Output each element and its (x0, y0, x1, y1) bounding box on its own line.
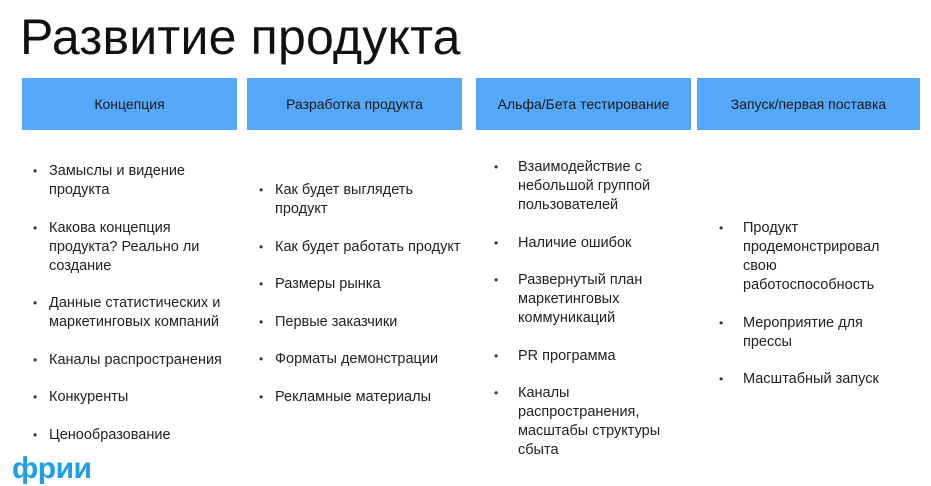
alpha-beta-testing-list (484, 158, 674, 479)
list-item: • Развернутый план маркетинговых коммуникаций (484, 271, 674, 328)
list-item: • Наличие ошибок (484, 234, 674, 253)
list-item: • Размеры рынка (248, 275, 463, 294)
list-item: • Как будет работать продукт (248, 238, 463, 257)
list-item: • Каналы распространения, масштабы структуры сбыта (484, 384, 674, 460)
list-item: • Ценообразование (22, 426, 242, 445)
header-product-development: Разработка продукта (247, 78, 462, 130)
list-item: • Конкуренты (22, 388, 242, 407)
product-development-list (248, 181, 463, 425)
launch-list (709, 219, 899, 408)
list-item: • Мероприятие для прессы (709, 314, 899, 352)
list-item: • Продукт продемонстрировал свою работоспособность (709, 219, 899, 295)
list-item: • Первые заказчики (248, 313, 463, 332)
list-item: • PR программа (484, 347, 674, 366)
concept-list (22, 162, 242, 463)
list-item: • Замыслы и видение продукта (22, 162, 242, 200)
list-item: • Каналы распространения (22, 351, 242, 370)
slide-title: Развитие продукта (20, 9, 461, 65)
list-item: • Взаимодействие с небольшой группой пользователей (484, 158, 674, 215)
list-item: • Форматы демонстрации (248, 350, 463, 369)
list-item: • Рекламные материалы (248, 388, 463, 407)
list-item: • Какова концепция продукта? Реально ли создание (22, 219, 242, 276)
list-item: • Данные статистических и маркетинговых компаний (22, 294, 242, 332)
header-concept: Концепция (22, 78, 237, 130)
frii-logo: фрии (12, 452, 92, 485)
list-item: • Масштабный запуск (709, 370, 899, 389)
header-launch: Запуск/первая поставка (697, 78, 920, 130)
list-item: • Как будет выглядеть продукт (248, 181, 463, 219)
header-alpha-beta-testing: Альфа/Бета тестирование (476, 78, 691, 130)
